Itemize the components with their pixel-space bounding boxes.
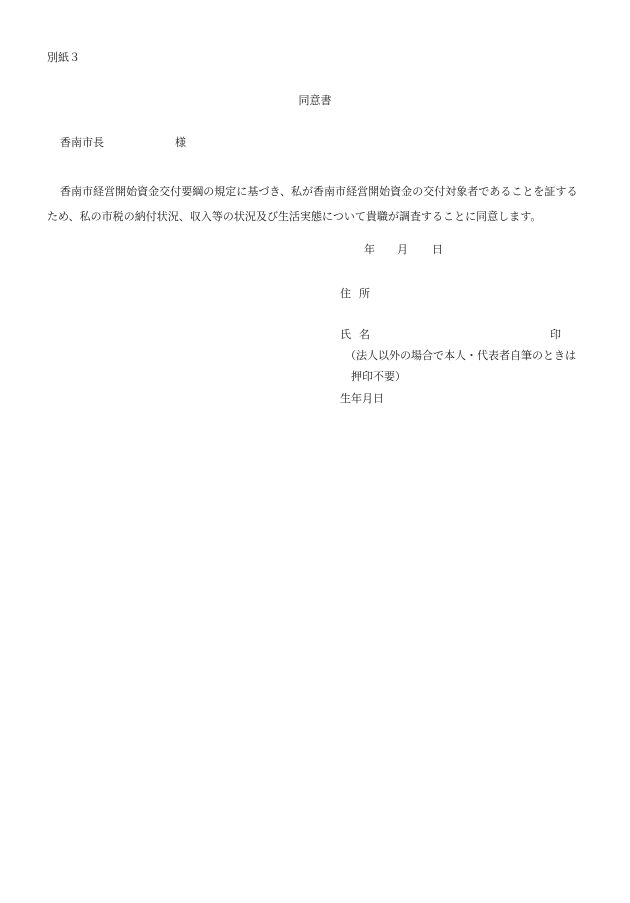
addressee: 香南市長 (60, 136, 104, 149)
name-label: 氏名 (340, 328, 378, 341)
seal-note-line-2: 押印不要） (351, 370, 406, 383)
seal-mark: 印 (550, 328, 561, 341)
consent-body-text: 香南市経営開始資金交付要綱の規定に基づき、私が香南市経営開始資金の交付対象者であることを証するため、私の市税の納付状況、収入等の状況及び生活実態について貴職が調査することに同意します。 (47, 185, 578, 223)
birthdate-label: 生年月日 (340, 392, 384, 405)
addressee-honorific: 様 (175, 136, 186, 149)
date-month-label: 月 (397, 243, 408, 256)
address-label: 住所 (340, 287, 378, 300)
date-year-label: 年 (364, 243, 375, 256)
seal-note-line-1: （法人以外の場合で本人・代表者自筆のときは (345, 349, 576, 362)
date-day-label: 日 (432, 243, 443, 256)
document-label: 別紙３ (47, 51, 80, 64)
document-title: 同意書 (298, 94, 332, 107)
